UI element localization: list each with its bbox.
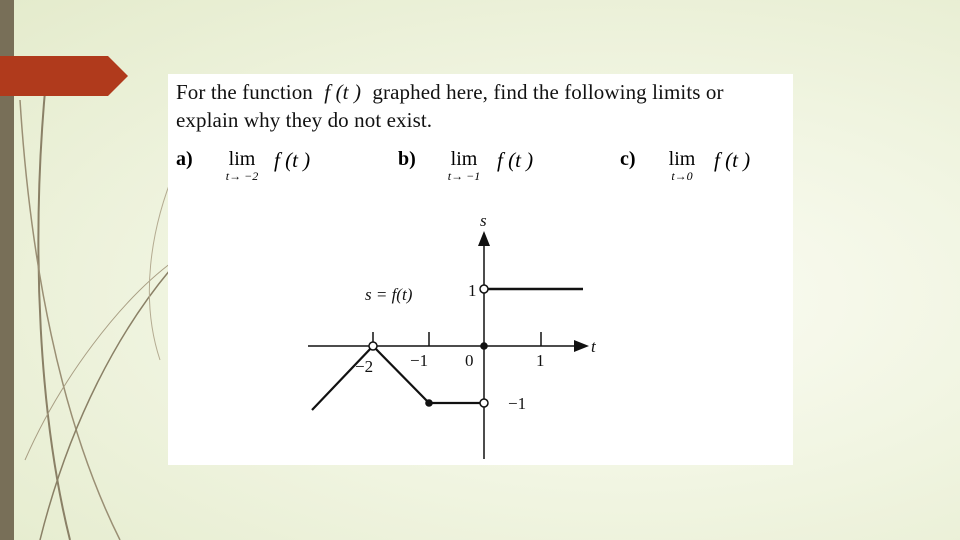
part-a-approach: t→ −2 <box>225 169 259 183</box>
open-point-0-1 <box>480 285 488 293</box>
part-a-label: a) <box>176 148 193 170</box>
t-axis-label: t <box>591 337 596 356</box>
x-tick-label-neg2: −2 <box>355 357 374 376</box>
closed-point-origin <box>480 342 488 350</box>
part-c-expression: f (t ) <box>714 148 751 172</box>
x-tick-label-0: 0 <box>465 351 474 370</box>
problem-line1-post: graphed here, find the following limits or <box>372 80 724 104</box>
y-tick-label-1: 1 <box>468 281 477 300</box>
function-label: s = f(t) <box>365 285 413 304</box>
part-c-lim-word: lim <box>668 148 696 170</box>
y-tick-label-neg1: −1 <box>508 394 527 413</box>
x-tick-label-neg1: −1 <box>410 351 429 370</box>
open-point-0-neg1 <box>480 399 488 407</box>
open-point-neg2 <box>369 342 377 350</box>
part-b-expression: f (t ) <box>497 148 534 172</box>
x-tick-label-1: 1 <box>536 351 545 370</box>
part-c-label: c) <box>620 148 636 170</box>
part-b-approach: t→ −1 <box>447 169 481 183</box>
s-axis-label: s <box>480 211 487 230</box>
part-b-lim-word: lim <box>450 148 478 170</box>
part-a-expression: f (t ) <box>274 148 311 172</box>
part-c-approach: t→0 <box>671 169 693 183</box>
problem-line1-pre: For the function <box>176 80 313 104</box>
part-a-lim-word: lim <box>228 148 256 170</box>
closed-point-neg1 <box>425 399 433 407</box>
function-notation: f (t ) <box>324 80 362 104</box>
function-graph <box>168 74 793 465</box>
problem-card <box>168 74 793 465</box>
part-b-label: b) <box>398 148 416 170</box>
accent-tab <box>0 56 128 96</box>
problem-line-2: explain why they do not exist. <box>176 108 433 132</box>
